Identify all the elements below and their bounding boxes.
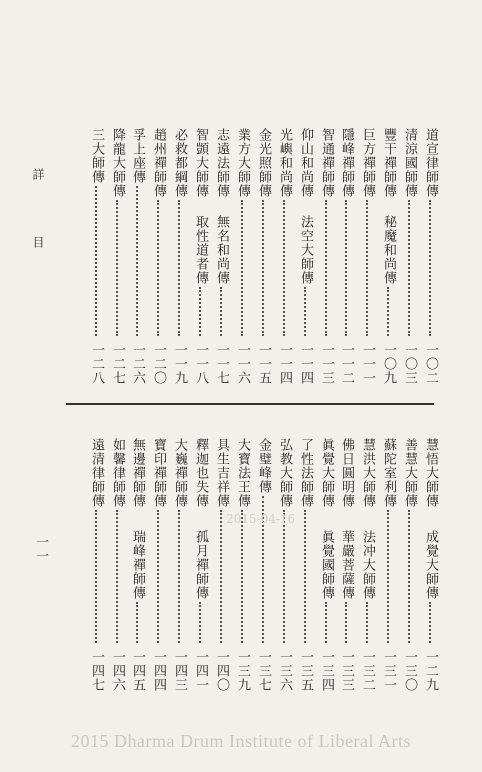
leader-dots [304,287,312,336]
entry-subtitle: 華嚴菩薩傳 [339,530,354,600]
entry-title: 大巍禪師傳 [172,438,187,508]
leader-dots [199,287,207,336]
running-title: 詳 [31,168,45,181]
leader-dots [325,200,333,336]
entry-title: 三大師傳 [89,128,104,184]
entry-subtitle: 取性道者傳 [193,215,208,285]
entry-title: 必救都綱傳 [172,128,187,198]
leader-dots [262,200,270,336]
entry-title: 弘教大師傳 [277,438,292,508]
watermark: 2015 Dharma Drum Institute of Liberal Arts [71,731,411,751]
entry-page: 一一四 [298,343,313,385]
entry-page: 一一七 [214,343,229,385]
leader-dots [241,200,249,336]
leader-dots [178,200,186,336]
leader-dots [387,287,395,336]
leader-dots [429,200,437,336]
leader-dots [366,602,374,643]
entry-page: 一三六 [277,650,292,692]
entry-page: 一四六 [110,650,125,692]
entry-page: 一二九 [423,650,438,692]
leader-dots [366,200,374,336]
leader-dots [157,200,165,336]
entry-subtitle: 成覺大師傳 [423,530,438,600]
entry-title: 了性法師傳 [298,438,313,508]
date-stamp: 2015-04-16 [226,512,296,526]
leader-dots [95,510,103,643]
entry-page: 一四一 [193,650,208,692]
entry-page: 一一三 [319,343,334,385]
entry-page: 一一五 [256,343,271,385]
leader-dots [325,602,333,643]
leader-dots [116,200,124,336]
leader-dots [178,510,186,643]
entry-subtitle: 孤月禪師傳 [193,530,208,600]
entry-subtitle: 無名和尚傳 [214,215,229,285]
entry-title: 光嶼和尚傳 [277,128,292,198]
entry-page: 一四三 [172,650,187,692]
entry-page: 一三三 [339,650,354,692]
entry-title: 具生吉祥傳 [214,438,229,508]
entry-page: 一二〇 [151,343,166,385]
leader-dots [345,200,353,336]
leader-dots [199,602,207,643]
entry-title: 巨方禪師傳 [360,128,375,198]
leader-dots [241,510,249,643]
leader-dots [157,510,165,643]
entry-page: 一三五 [298,650,313,692]
entry-title: 佛日圓明傳 [339,438,354,508]
entry-page: 一〇九 [381,343,396,385]
entry-title: 志遠法師傳 [214,128,229,198]
leader-dots [304,510,312,643]
entry-title: 蘇陀室利傳 [381,438,396,508]
entry-title: 如馨律師傳 [110,438,125,508]
entry-title: 金璧峰傳 [256,438,271,494]
entry-page: 一一八 [193,343,208,385]
page-number: 一一 [33,535,48,563]
entry-title: 善慧大師傳 [402,438,417,508]
entry-subtitle: 法空大師傳 [298,215,313,285]
leader-dots [408,510,416,643]
entry-page: 一一六 [235,343,250,385]
entry-title: 釋迦也失傳 [193,438,208,508]
entry-page: 一三七 [256,650,271,692]
entry-subtitle: 瑞峰禪師傳 [130,530,145,600]
entry-title: 趙州禪師傳 [151,128,166,198]
leader-dots [387,510,395,643]
entry-page: 一〇二 [423,343,438,385]
entry-page: 一三四 [319,650,334,692]
entry-subtitle: 秘魔和尚傳 [381,215,396,285]
entry-title: 眞覺大師傳 [319,438,334,508]
entry-title: 豐干禪師傳 [381,128,396,198]
entry-page: 一四五 [130,650,145,692]
entry-title: 慧洪大師傳 [360,438,375,508]
entry-page: 一二六 [130,343,145,385]
leader-dots [95,186,103,336]
entry-page: 一四七 [89,650,104,692]
entry-title: 隱峰禪師傳 [339,128,354,198]
leader-dots [429,602,437,643]
entry-page: 一四〇 [214,650,229,692]
entry-title: 清涼國師傳 [402,128,417,198]
entry-title: 大寶法王傳 [235,438,250,508]
entry-title: 寶印禪師傳 [151,438,166,508]
entry-title: 業方大師傳 [235,128,250,198]
section-divider [66,403,434,405]
entry-page: 一一二 [339,343,354,385]
entry-title: 慧悟大師傳 [423,438,438,508]
entry-page: 一二七 [110,343,125,385]
entry-title: 無邊禪師傳 [130,438,145,508]
leader-dots [283,200,291,336]
running-title-2: 目 [31,236,45,249]
entry-subtitle: 法冲大師傳 [360,530,375,600]
leader-dots [220,287,228,336]
entry-title: 仰山和尚傳 [298,128,313,198]
entry-title: 智顗大師傳 [193,128,208,198]
leader-dots [136,186,144,336]
entry-page: 一二八 [89,343,104,385]
entry-title: 道宣律師傳 [423,128,438,198]
entry-page: 一三一 [381,650,396,692]
leader-dots [116,510,124,643]
entry-title: 智通禪師傳 [319,128,334,198]
entry-title: 金光照師傳 [256,128,271,198]
entry-page: 一四四 [151,650,166,692]
entry-subtitle: 眞覺國師傳 [319,530,334,600]
entry-title: 降龍大師傳 [110,128,125,198]
entry-page: 一一四 [277,343,292,385]
leader-dots [345,602,353,643]
entry-page: 一〇三 [402,343,417,385]
leader-dots [408,200,416,336]
entry-title: 遠清律師傳 [89,438,104,508]
entry-page: 一三九 [235,650,250,692]
entry-page: 一一一 [360,343,375,385]
entry-title: 孚上座傳 [130,128,145,184]
leader-dots [220,510,228,643]
leader-dots [283,510,291,643]
entry-page: 一三〇 [402,650,417,692]
leader-dots [136,602,144,643]
entry-page: 一一九 [172,343,187,385]
entry-page: 一三二 [360,650,375,692]
